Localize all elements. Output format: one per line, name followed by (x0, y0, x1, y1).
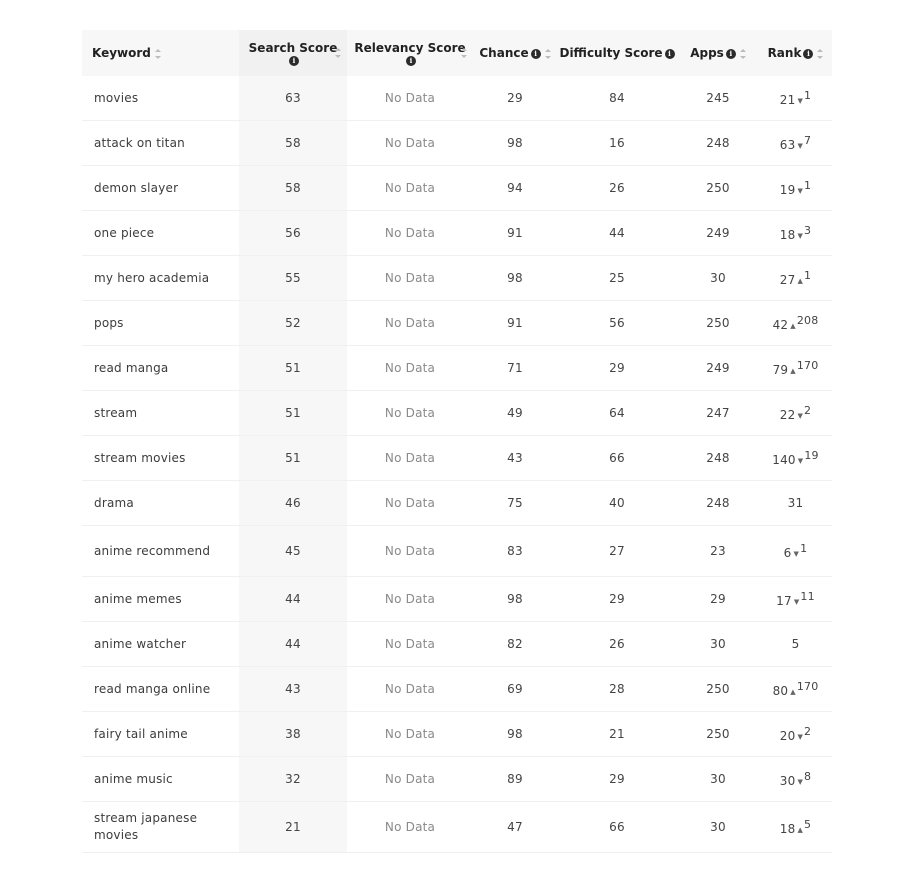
column-header-label: Relevancy Score (354, 40, 466, 55)
apps-cell: 250 (677, 712, 759, 757)
relevancy-score-cell: No Data (347, 667, 473, 712)
rank-change: 208 (796, 314, 819, 327)
difficulty-score-cell: 64 (557, 391, 677, 436)
relevancy-score-cell: No Data (347, 211, 473, 256)
table-row[interactable] (82, 757, 832, 802)
search-score-cell: 43 (239, 667, 347, 712)
apps-cell: 250 (677, 166, 759, 211)
difficulty-score-cell: 40 (557, 481, 677, 526)
keyword-cell[interactable]: anime music (82, 757, 239, 802)
rank-change: 2 (804, 404, 812, 417)
info-circle-icon[interactable]: i (289, 56, 299, 66)
rank-cell (759, 256, 832, 301)
rank-cell (759, 526, 832, 577)
apps-cell: 30 (677, 256, 759, 301)
search-score-cell: 38 (239, 712, 347, 757)
rank-change: 8 (804, 770, 812, 783)
relevancy-score-cell: No Data (347, 712, 473, 757)
difficulty-score-cell: 27 (557, 526, 677, 577)
info-circle-icon[interactable]: i (803, 49, 813, 59)
sort-arrows-icon[interactable] (740, 49, 746, 59)
rank-value: 30 (779, 774, 796, 788)
keyword-cell[interactable]: pops (82, 301, 239, 346)
relevancy-score-cell: No Data (347, 481, 473, 526)
table-row[interactable] (82, 301, 832, 346)
rank-change: 19 (804, 449, 819, 462)
search-score-cell: 52 (239, 301, 347, 346)
search-score-cell: 44 (239, 577, 347, 622)
rank-value: 21 (779, 93, 796, 107)
info-circle-icon[interactable]: i (531, 49, 541, 59)
rank-change: 7 (804, 134, 812, 147)
info-circle-icon[interactable]: i (665, 49, 675, 59)
keyword-cell[interactable]: stream japanese movies (82, 802, 239, 853)
relevancy-score-cell: No Data (347, 391, 473, 436)
triangle-down-icon: ▼ (797, 186, 804, 195)
table-row[interactable] (82, 526, 832, 577)
rank-value: 80 (772, 684, 789, 698)
chance-cell: 82 (473, 622, 557, 667)
keyword-cell[interactable]: anime recommend (82, 526, 239, 577)
triangle-up-icon: ▲ (790, 366, 796, 375)
rank-change: 1 (804, 89, 812, 102)
sort-arrows-icon[interactable] (461, 48, 467, 58)
table-row[interactable] (82, 436, 832, 481)
chance-cell: 47 (473, 802, 557, 853)
chance-cell: 29 (473, 76, 557, 121)
chance-cell: 83 (473, 526, 557, 577)
difficulty-score-cell: 56 (557, 301, 677, 346)
triangle-down-icon: ▼ (793, 549, 800, 558)
keyword-cell[interactable]: demon slayer (82, 166, 239, 211)
search-score-cell: 51 (239, 346, 347, 391)
triangle-down-icon: ▼ (797, 411, 804, 420)
column-header-chance[interactable] (473, 30, 557, 76)
triangle-down-icon: ▼ (797, 777, 804, 786)
rank-cell (759, 211, 832, 256)
rank-change: 5 (804, 818, 812, 831)
keyword-cell[interactable]: stream (82, 391, 239, 436)
table-row[interactable] (82, 166, 832, 211)
rank-value: 63 (779, 138, 796, 152)
triangle-down-icon: ▼ (797, 732, 804, 741)
difficulty-score-cell: 66 (557, 436, 677, 481)
chance-cell: 91 (473, 211, 557, 256)
rank-change: 170 (796, 359, 819, 372)
rank-change: 3 (804, 224, 812, 237)
rank-cell (759, 76, 832, 121)
relevancy-score-cell: No Data (347, 436, 473, 481)
rank-value: 20 (779, 729, 796, 743)
relevancy-score-cell: No Data (347, 301, 473, 346)
rank-cell (759, 757, 832, 802)
apps-cell: 250 (677, 667, 759, 712)
column-header-keyword[interactable] (82, 30, 239, 76)
rank-cell (759, 481, 832, 526)
chance-cell: 69 (473, 667, 557, 712)
column-header-label: Keyword (92, 46, 151, 60)
keyword-table (82, 30, 832, 853)
difficulty-score-cell: 29 (557, 577, 677, 622)
difficulty-score-cell: 44 (557, 211, 677, 256)
sort-arrows-icon[interactable] (545, 49, 551, 59)
table-row[interactable] (82, 481, 832, 526)
relevancy-score-cell: No Data (347, 622, 473, 667)
rank-cell (759, 391, 832, 436)
apps-cell: 249 (677, 211, 759, 256)
sort-arrows-icon[interactable] (335, 48, 341, 58)
search-score-cell: 55 (239, 256, 347, 301)
difficulty-score-cell: 29 (557, 346, 677, 391)
rank-cell (759, 166, 832, 211)
relevancy-score-cell: No Data (347, 802, 473, 853)
rank-value: 5 (791, 637, 800, 651)
triangle-down-icon: ▼ (793, 597, 800, 606)
rank-cell (759, 346, 832, 391)
rank-change: 11 (800, 590, 815, 603)
apps-cell: 248 (677, 481, 759, 526)
keyword-cell[interactable]: movies (82, 76, 239, 121)
keyword-cell[interactable]: fairy tail anime (82, 712, 239, 757)
rank-value: 27 (779, 273, 796, 287)
table-row[interactable] (82, 211, 832, 256)
search-score-cell: 46 (239, 481, 347, 526)
relevancy-score-cell: No Data (347, 76, 473, 121)
search-score-cell: 21 (239, 802, 347, 853)
rank-value: 22 (779, 408, 796, 422)
apps-cell: 23 (677, 526, 759, 577)
chance-cell: 98 (473, 256, 557, 301)
rank-value: 42 (772, 318, 789, 332)
difficulty-score-cell: 66 (557, 802, 677, 853)
apps-cell: 30 (677, 622, 759, 667)
header-row (82, 30, 832, 76)
difficulty-score-cell: 28 (557, 667, 677, 712)
keyword-cell[interactable]: read manga (82, 346, 239, 391)
apps-cell: 249 (677, 346, 759, 391)
table-row[interactable] (82, 76, 832, 121)
rank-cell (759, 577, 832, 622)
rank-cell (759, 622, 832, 667)
difficulty-score-cell: 84 (557, 76, 677, 121)
triangle-down-icon: ▼ (797, 96, 804, 105)
column-header-apps[interactable] (677, 30, 759, 76)
apps-cell: 248 (677, 436, 759, 481)
triangle-down-icon: ▼ (797, 231, 804, 240)
chance-cell: 98 (473, 577, 557, 622)
rank-change: 1 (804, 269, 812, 282)
chance-cell: 98 (473, 121, 557, 166)
rank-value: 79 (772, 363, 789, 377)
table-row[interactable] (82, 712, 832, 757)
rank-change: 1 (804, 179, 812, 192)
column-header-relevancy-score[interactable] (347, 30, 473, 76)
table-row[interactable] (82, 622, 832, 667)
rank-change: 170 (796, 680, 819, 693)
relevancy-score-cell: No Data (347, 346, 473, 391)
table-row[interactable] (82, 346, 832, 391)
apps-cell: 29 (677, 577, 759, 622)
search-score-cell: 58 (239, 121, 347, 166)
keyword-cell[interactable]: one piece (82, 211, 239, 256)
keyword-cell[interactable]: drama (82, 481, 239, 526)
search-score-cell: 58 (239, 166, 347, 211)
column-header-label: Search Score (248, 40, 338, 55)
difficulty-score-cell: 26 (557, 166, 677, 211)
table-body (82, 76, 832, 853)
keyword-cell[interactable]: anime memes (82, 577, 239, 622)
keyword-cell[interactable]: my hero academia (82, 256, 239, 301)
rank-change: 2 (804, 725, 812, 738)
rank-cell (759, 712, 832, 757)
rank-cell (759, 667, 832, 712)
rank-value: 140 (772, 453, 796, 467)
column-header-label: Chance (479, 46, 529, 60)
apps-cell: 248 (677, 121, 759, 166)
triangle-down-icon: ▼ (797, 141, 804, 150)
chance-cell: 43 (473, 436, 557, 481)
info-circle-icon[interactable]: i (726, 49, 736, 59)
triangle-down-icon: ▼ (797, 456, 804, 465)
search-score-cell: 45 (239, 526, 347, 577)
rank-cell (759, 121, 832, 166)
rank-value: 18 (779, 822, 796, 836)
chance-cell: 89 (473, 757, 557, 802)
column-header-label: Rank (767, 46, 802, 60)
search-score-cell: 51 (239, 391, 347, 436)
column-header-search-score[interactable] (239, 30, 347, 76)
rank-cell (759, 436, 832, 481)
keyword-cell[interactable]: read manga online (82, 667, 239, 712)
rank-value: 19 (779, 183, 796, 197)
table-row[interactable] (82, 391, 832, 436)
rank-value: 17 (776, 594, 792, 608)
apps-cell: 30 (677, 802, 759, 853)
triangle-up-icon: ▲ (790, 687, 796, 696)
difficulty-score-cell: 29 (557, 757, 677, 802)
rank-change: 1 (800, 542, 808, 555)
apps-cell: 245 (677, 76, 759, 121)
chance-cell: 75 (473, 481, 557, 526)
sort-arrows-icon[interactable] (817, 49, 823, 59)
triangle-up-icon: ▲ (797, 825, 804, 834)
apps-cell: 250 (677, 301, 759, 346)
relevancy-score-cell: No Data (347, 256, 473, 301)
table-header (82, 30, 832, 76)
search-score-cell: 51 (239, 436, 347, 481)
sort-arrows-icon[interactable] (155, 49, 161, 59)
apps-cell: 247 (677, 391, 759, 436)
difficulty-score-cell: 25 (557, 256, 677, 301)
relevancy-score-cell: No Data (347, 526, 473, 577)
triangle-up-icon: ▲ (790, 321, 796, 330)
difficulty-score-cell: 21 (557, 712, 677, 757)
relevancy-score-cell: No Data (347, 757, 473, 802)
apps-cell: 30 (677, 757, 759, 802)
chance-cell: 98 (473, 712, 557, 757)
chance-cell: 71 (473, 346, 557, 391)
keyword-cell[interactable]: stream movies (82, 436, 239, 481)
column-header-rank[interactable] (759, 30, 832, 76)
relevancy-score-cell: No Data (347, 577, 473, 622)
relevancy-score-cell: No Data (347, 121, 473, 166)
info-circle-icon[interactable]: i (406, 56, 416, 66)
rank-value: 31 (787, 496, 804, 510)
relevancy-score-cell: No Data (347, 166, 473, 211)
chance-cell: 94 (473, 166, 557, 211)
table-row[interactable] (82, 667, 832, 712)
column-header-label: Apps (690, 46, 724, 60)
rank-cell (759, 802, 832, 853)
keyword-cell[interactable]: attack on titan (82, 121, 239, 166)
rank-value: 6 (783, 546, 792, 560)
table-row[interactable] (82, 577, 832, 622)
column-header-difficulty-score[interactable] (557, 30, 677, 76)
rank-cell (759, 301, 832, 346)
search-score-cell: 56 (239, 211, 347, 256)
table-row[interactable] (82, 121, 832, 166)
chance-cell: 49 (473, 391, 557, 436)
table-row[interactable] (82, 802, 832, 853)
rank-value: 18 (779, 228, 796, 242)
search-score-cell: 32 (239, 757, 347, 802)
triangle-up-icon: ▲ (797, 276, 804, 285)
search-score-cell: 44 (239, 622, 347, 667)
search-score-cell: 63 (239, 76, 347, 121)
keyword-table-container (82, 30, 832, 853)
keyword-cell[interactable]: anime watcher (82, 622, 239, 667)
difficulty-score-cell: 16 (557, 121, 677, 166)
difficulty-score-cell: 26 (557, 622, 677, 667)
table-row[interactable] (82, 256, 832, 301)
chance-cell: 91 (473, 301, 557, 346)
column-header-label: Difficulty Score (559, 46, 663, 60)
